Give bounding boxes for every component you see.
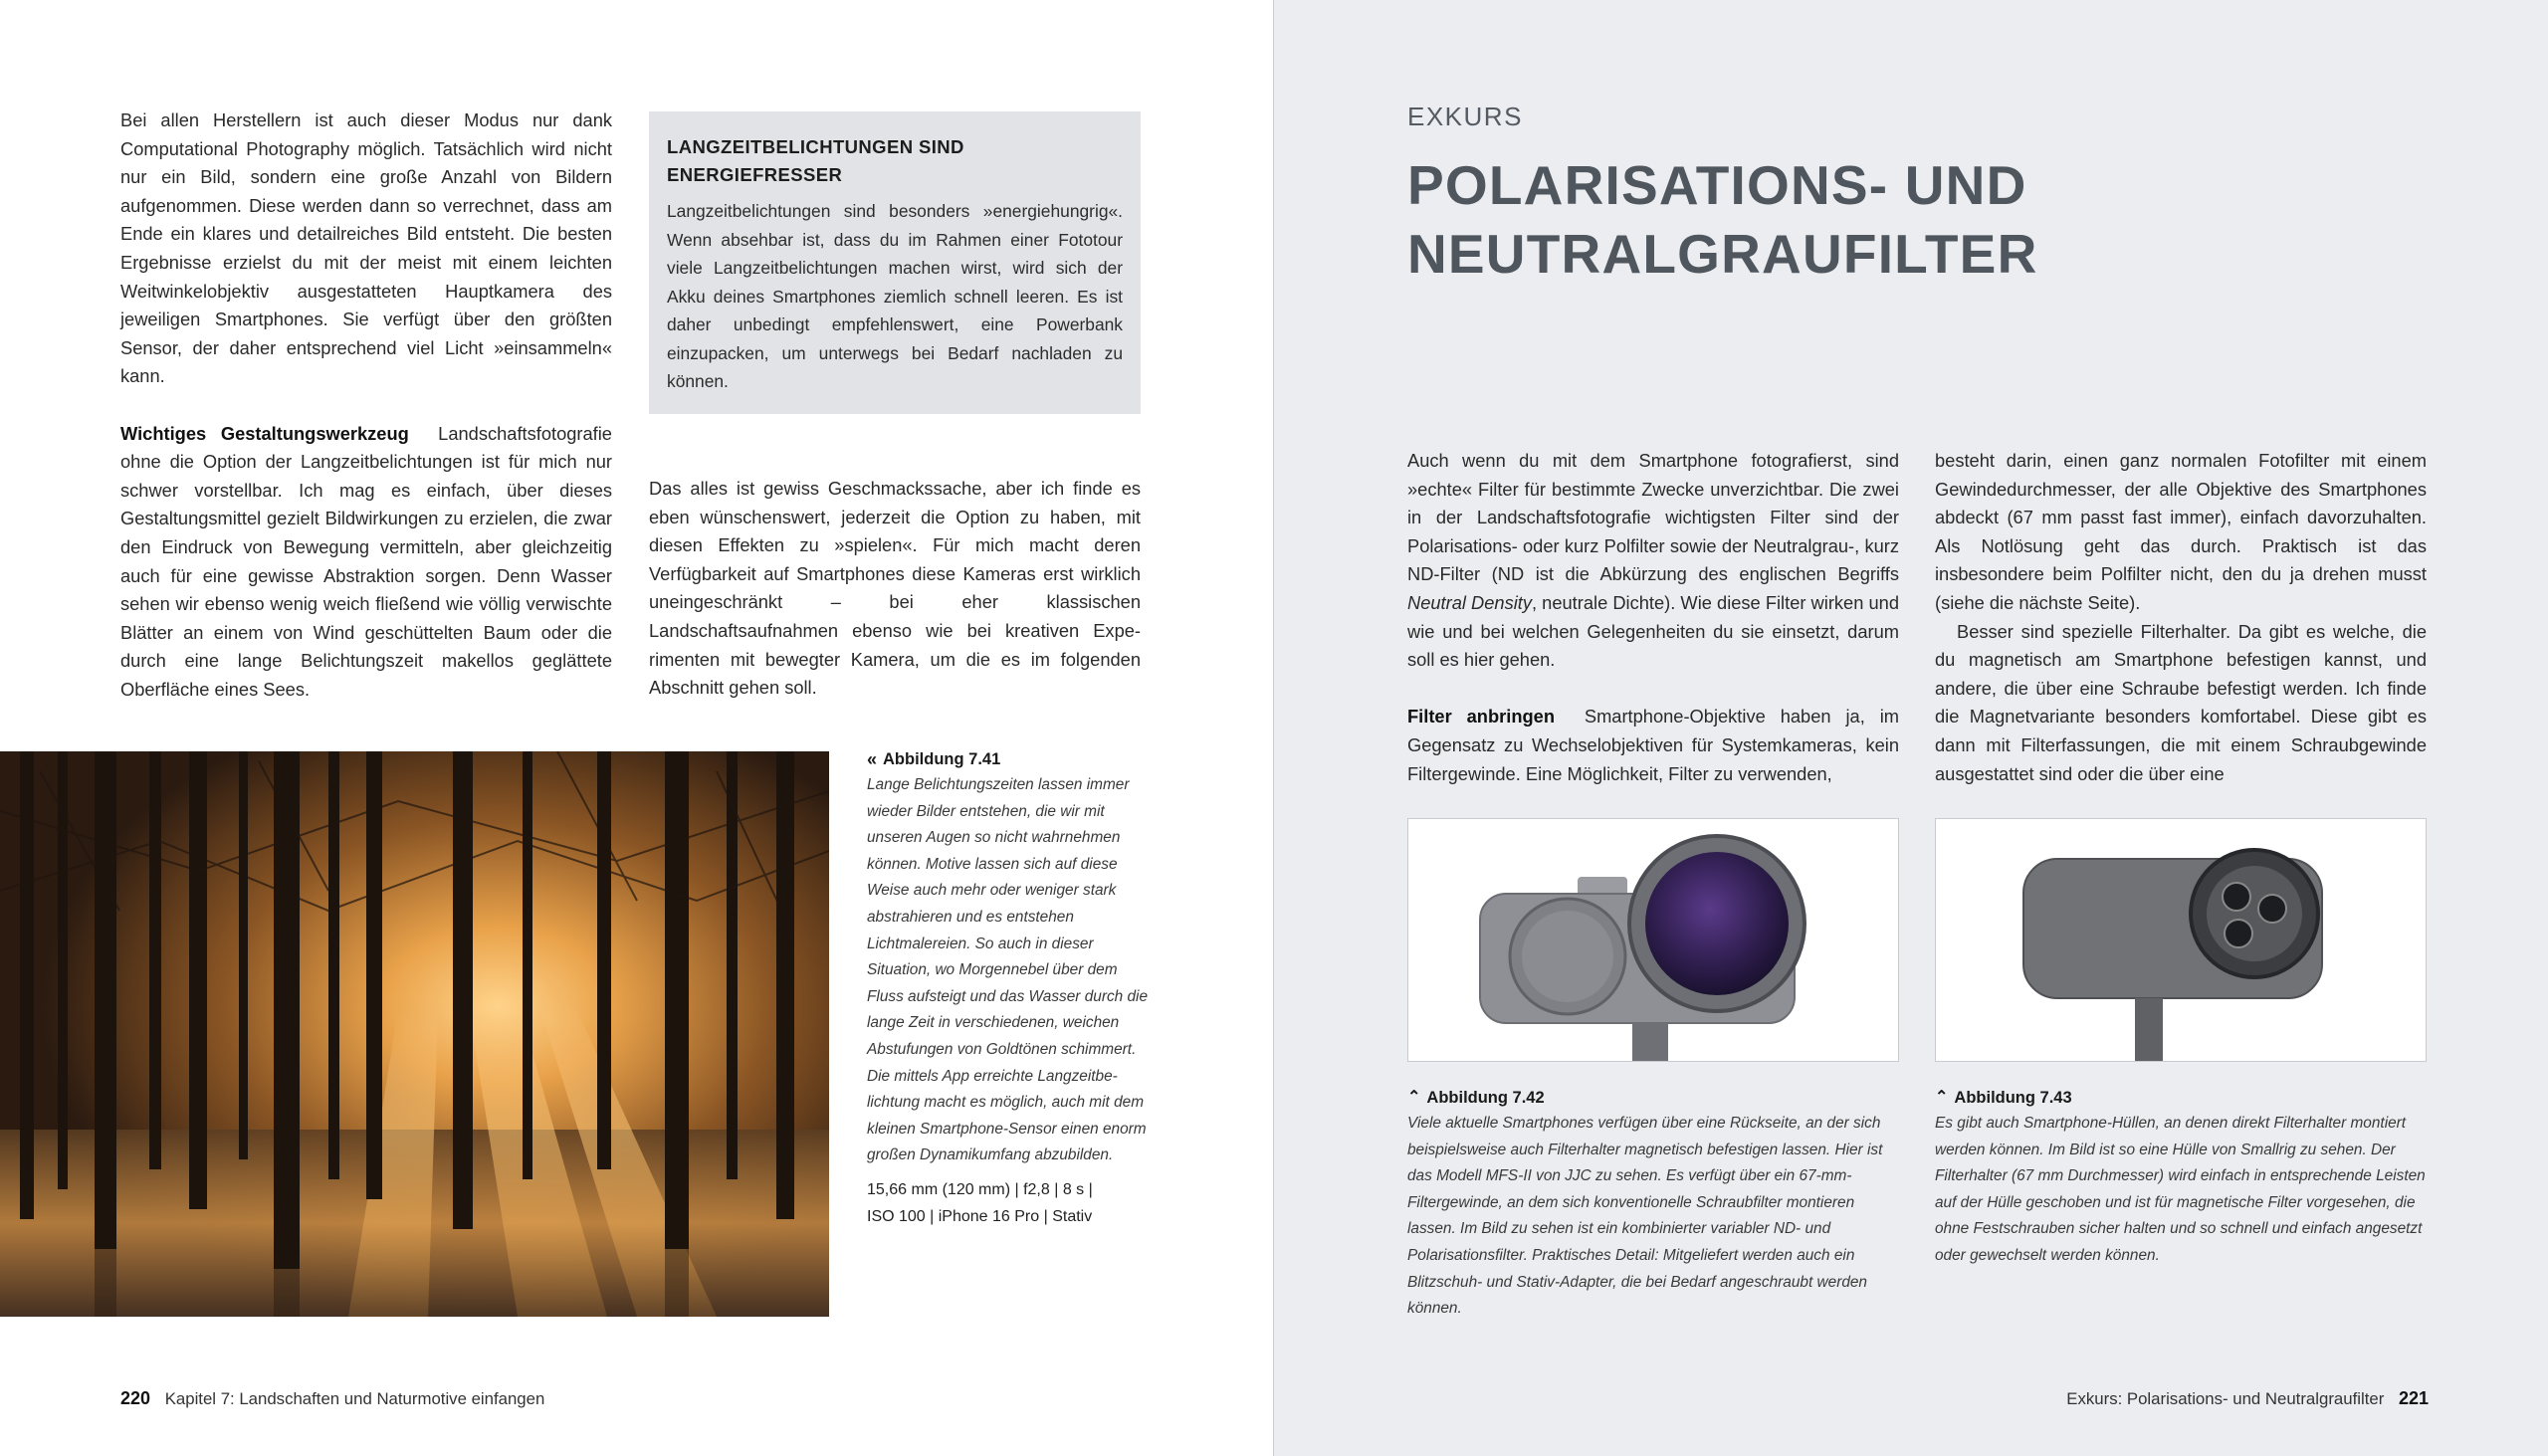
left-column-2 (649, 475, 1141, 703)
exif-line: 15,66 mm (120 mm) | f2,8 | 8 s | (867, 1180, 1093, 1198)
figure-label (1407, 1085, 1899, 1111)
forest-sunrise-photo (0, 751, 829, 1317)
caption-text: Viele aktuelle Smartphones verfügen über eine Rückseite, an der sich beispielsweise auch Filterhalter magnetisch befestigen lassen. Hier ist das Modell MFS-II von JJC zu sehen. Es verfügt über ein 67-mm-Filtergewinde, an dem sich konventionelle Schraubfilter montieren lassen. Im Bild zu sehen ist ein kombinierter variabler ND- und Polarisationsfilter. Praktisches Detail: Mitgeliefert werden auch ein Blitzschuh- und Stativ-Adapter, die bei Bedarf angeschraubt werden können. (1407, 1115, 1883, 1318)
running-head: Kapitel 7: Landschaften und Naturmotive einfangen (164, 1389, 545, 1408)
double-chevron-up-icon: ⌃ (1935, 1089, 1949, 1106)
paragraph: besteht darin, einen ganz normalen Fotofilter mit einem Gewindedurchmesser, der alle Objektive des Smartphones abdeckt (67 mm passt fast immer), einfach davorzuhalten. Als Notlösung geht das durch. Praktisch ist das insbesondere beim Polfilter nicht, den du ja drehen musst (siehe die nächste Seite). (1935, 450, 2427, 613)
figure-label (1935, 1085, 2427, 1111)
left-page (0, 0, 1273, 1456)
paragraph: Bei allen Herstellern ist auch dieser Modus nur dank Computational Photography möglich. Tatsächlich wird nicht nur ein Bild, sondern eine große Anzahl von Bildern aufgenommen. Diese werden dann so verrechnet, dass am Ende ein klares und detailreiches Bild entsteht. Die besten Ergebnisse erzielst du mit der meist mit einem leichten Weitwinkelobjektiv ausgestatteten Hauptkamera des jeweiligen Smartphones. Sie verfügt über den größten Sensor, der daher entsprechend viel Licht »einsammeln« kann. (120, 109, 612, 387)
paragraph: Das alles ist gewiss Geschmackssache, aber ich finde es eben wünschenswert, jederzeit die Option zu haben, mit diesen Effekten zu »spielen«. Für mich macht deren Verfügbarkeit auf Smartphones diese Kameras erst wirklich uneingeschränkt – bei eher klassischen Landschaftsaufnahmen ebenso wie bei kreativen Experimenten mit bewegter Kamera, um die es im folgenden Abschnitt gehen soll. (649, 478, 1141, 699)
title-line: POLARISATIONS- UND (1407, 154, 2027, 216)
figure-number: Abbildung 7.43 (1954, 1089, 2072, 1107)
exif-info (867, 1177, 1156, 1230)
page-number: 220 (120, 1388, 151, 1408)
sidebar-box (649, 111, 1141, 414)
double-chevron-up-icon: ⌃ (1407, 1089, 1421, 1106)
section-kicker: EXKURS (1407, 102, 1523, 131)
figure-number: Abbildung 7.41 (883, 750, 1001, 768)
right-footer (2066, 1386, 2429, 1411)
left-footer (120, 1386, 544, 1411)
figure-label (867, 746, 1156, 772)
left-column-1 (120, 106, 612, 704)
caption-text: Es gibt auch Smartphone-Hüllen, an denen direkt Filterhalter montiert werden können. Im Bild ist so eine Hülle von Smallrig zu sehen. Der Filterhalter (67 mm Durchmesser) wird einfach in entsprechende Leisten auf der Hülle geschoben und ist für magnetische Filter vorgesehen, die ohne Festschrauben sicher halten und so schnell und einfach angesetzt oder gewechselt werden können. (1935, 1115, 2426, 1264)
run-in-heading: Wichtiges Gestaltungswerkzeug (120, 422, 409, 444)
right-column-2 (1935, 447, 2427, 788)
paragraph (1407, 703, 1899, 788)
emphasis: Neutral Density (1407, 591, 1532, 613)
title-line: NEUTRALGRAUFILTER (1407, 223, 2038, 285)
page-title (1407, 151, 2403, 289)
phone-case-photo (1935, 818, 2427, 1062)
paragraph: Besser sind spezielle Filterhalter. Da gibt es welche, die du magnetisch am Smartphone befestigen kannst, und andere, die über eine Schraube befestigt werden. Ich finde die Magnetvariante besonders komfortabel. Diese gibt es dann mit Filterfassungen, die mit einem Schraubgewinde ausgestattet sind oder die über eine (1935, 620, 2427, 784)
paragraph (120, 420, 612, 705)
running-head: Exkurs: Polarisations- und Neutralgraufilter (2066, 1389, 2385, 1408)
sidebar-title: LANGZEITBELICHTUNGEN SIND ENERGIEFRESSER (667, 136, 964, 185)
figure-742-caption (1407, 1085, 1899, 1323)
caption-text: Lange Belichtungszeiten lassen immer wieder Bilder entstehen, die wir mit unseren Augen so nicht wahrnehmen können. Motive lassen sich auf diese Weise auch mehr oder weniger stark abstrahieren und es entstehen Lichtmalereien. So auch in dieser Situation, wo Morgennebel über dem Fluss aufsteigt und das Wasser durch die lange Zeit in verschiedenen, weichen Abstufungen von Goldtönen schimmert. Die mittels App erreichte Langzeitbelichtung macht es möglich, auch mit dem kleinen Smartphone-Sensor einen enorm großen Dynamikumfang abzubilden. (867, 776, 1149, 1164)
page-number: 221 (2398, 1388, 2429, 1408)
figure-741-caption (867, 746, 1156, 1230)
paragraph-text: Landschaftsfotografie ohne die Option der Langzeitbelichtungen ist für mich nur schwer vorstellbar. Ich mag es einfach, über dieses Gestaltungsmittel gezielt Bildwirkungen zu erzielen, die zwar den Eindruck von Bewegung vermitteln, aber gleichzeitig auch für eine gewisse Abstraktion sorgen. Denn Wasser sehen wir ebenso wenig weich fließend wie völlig verwischte Blätter an einem von Wind geschüttelten Baum oder die durch eine lange Belichtungszeit makellos geglättete Oberfläche eines Sees. (120, 422, 612, 700)
paragraph (1407, 447, 1899, 675)
filter-holder-photo (1407, 818, 1899, 1062)
sidebar-body: Langzeitbelichtungen sind besonders »energiehungrig«. Wenn absehbar ist, dass du im Rahmen einer Fototour viele Langzeitbelichtungen machen wirst, wird sich der Akku deines Smartphones ziemlich schnell leeren. Es ist daher unbedingt empfehlenswert, eine Powerbank einzupacken, um unterwegs bei Bedarf nachladen zu können. (667, 201, 1123, 391)
paragraph-text: Smartphone-Objektive haben ja, im Gegensatz zu Wechselobjektiven für Systemkameras, kein Filtergewinde. Eine Möglichkeit, Filter zu verwenden, (1407, 706, 1899, 784)
run-in-heading: Filter anbringen (1407, 706, 1555, 728)
right-column-1 (1407, 447, 1899, 788)
double-chevron-left-icon: « (867, 749, 878, 769)
figure-743-caption (1935, 1085, 2427, 1270)
right-page (1273, 0, 2548, 1456)
paragraph-text: Auch wenn du mit dem Smartphone fotografierst, sind »echte« Filter für bestimmte Zwecke unverzichtbar. Die zwei in der Landschaftsfotografie wichtigsten Filter sind der Polarisations- oder kurz Polfilter sowie der Neutralgrau-, kurz ND-Filter (ND ist die Abkürzung des englischen Begriffs (1407, 450, 1899, 585)
exif-line: ISO 100 | iPhone 16 Pro | Stativ (867, 1207, 1093, 1225)
paragraph-text: , neutrale Dichte). Wie diese Filter wirken und wie und bei welchen Gelegenheiten du sie einsetzt, darum soll es hier gehen. (1407, 591, 1899, 671)
figure-number: Abbildung 7.42 (1426, 1089, 1545, 1107)
